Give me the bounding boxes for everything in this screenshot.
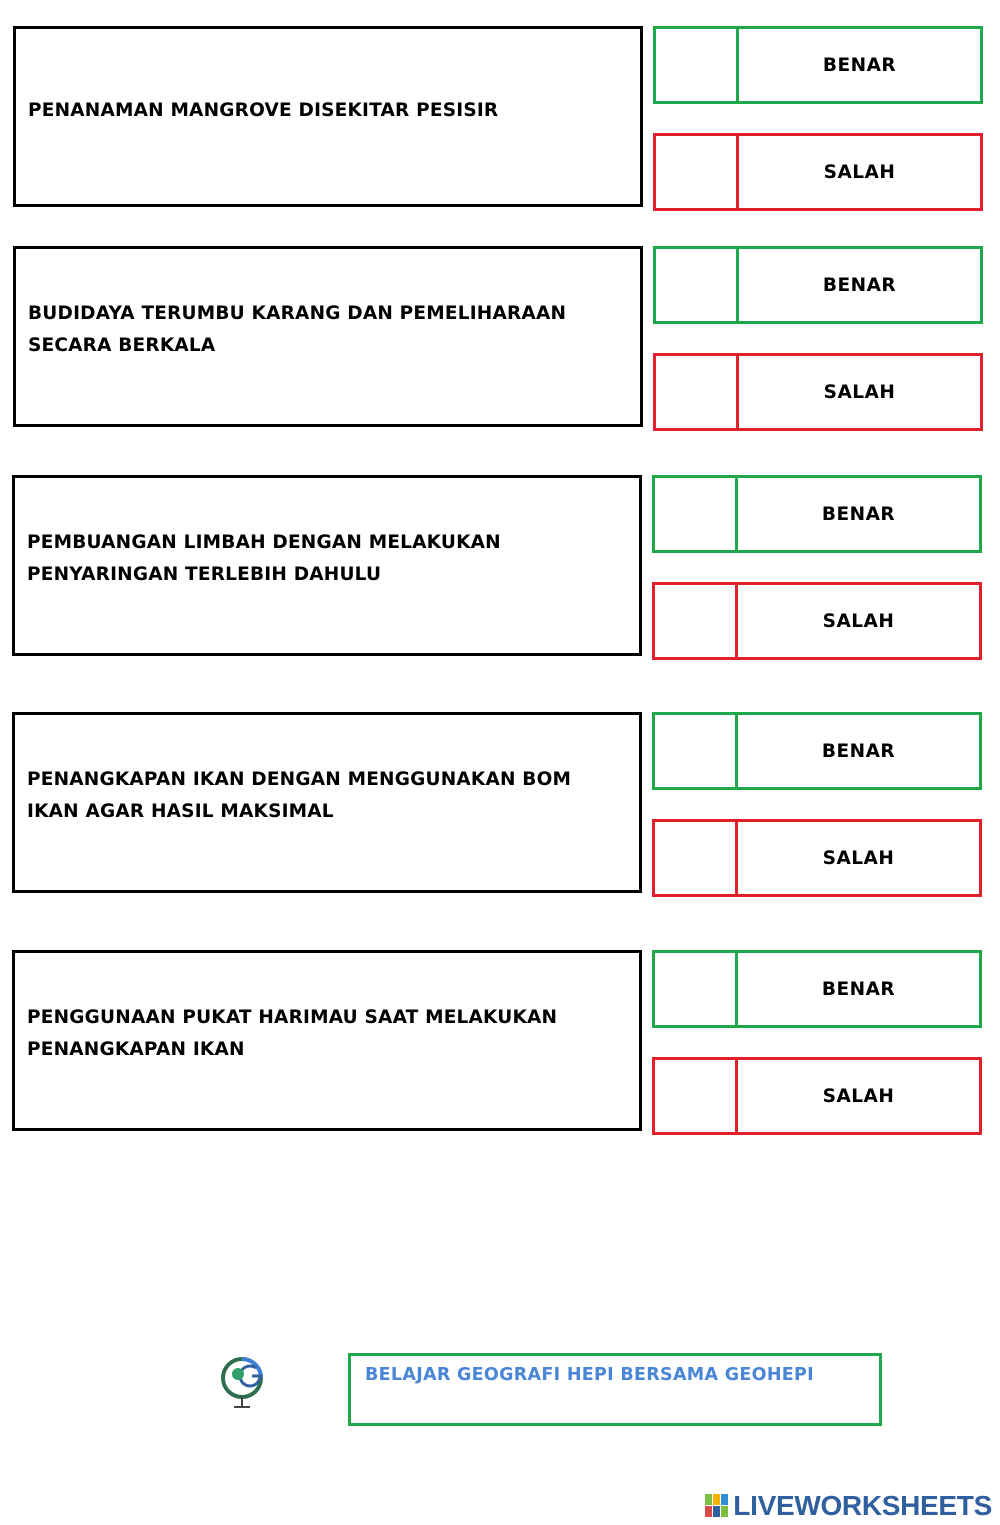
question-text: PENANGKAPAN IKAN DENGAN MENGGUNAKAN BOM IKAN AGAR HASIL MAKSIMAL	[27, 769, 572, 822]
answer-salah-option[interactable]	[652, 582, 982, 660]
answer-label: SALAH	[823, 161, 896, 183]
question-text: PENANAMAN MANGROVE DISEKITAR PESISIR	[28, 100, 499, 121]
answer-checkbox[interactable]	[655, 478, 738, 550]
answer-checkbox[interactable]	[656, 29, 739, 101]
answer-checkbox[interactable]	[656, 356, 739, 428]
liveworksheets-logo	[705, 1490, 992, 1522]
answer-label: SALAH	[822, 610, 895, 632]
answer-benar-option[interactable]	[652, 950, 982, 1028]
answer-label: SALAH	[823, 381, 896, 403]
answer-salah-option[interactable]	[653, 133, 983, 211]
question-text: PEMBUANGAN LIMBAH DENGAN MELAKUKAN PENYARINGAN TERLEBIH DAHULU	[27, 532, 501, 585]
answer-benar-option[interactable]	[652, 475, 982, 553]
answer-checkbox[interactable]	[656, 136, 739, 208]
answer-salah-option[interactable]	[652, 1057, 982, 1135]
live-badge-icon	[705, 1494, 729, 1518]
answer-checkbox[interactable]	[655, 585, 738, 657]
answer-checkbox[interactable]	[655, 1060, 738, 1132]
answer-label: BENAR	[821, 978, 896, 1000]
globe-g-icon	[216, 1354, 268, 1412]
answer-checkbox[interactable]	[655, 822, 738, 894]
footer-text: BELAJAR GEOGRAFI HEPI BERSAMA GEOHEPI	[365, 1365, 814, 1385]
answer-salah-option[interactable]	[653, 353, 983, 431]
answer-salah-option[interactable]	[652, 819, 982, 897]
answer-label: SALAH	[822, 1085, 895, 1107]
answer-label: SALAH	[822, 847, 895, 869]
answer-checkbox[interactable]	[655, 953, 738, 1025]
answer-benar-option[interactable]	[653, 246, 983, 324]
answer-benar-option[interactable]	[652, 712, 982, 790]
question-box	[12, 712, 642, 893]
question-box	[13, 26, 643, 207]
question-text: PENGGUNAAN PUKAT HARIMAU SAAT MELAKUKAN PENANGKAPAN IKAN	[27, 1007, 558, 1060]
answer-checkbox[interactable]	[655, 715, 738, 787]
answer-checkbox[interactable]	[656, 249, 739, 321]
answer-label: BENAR	[822, 274, 897, 296]
answer-label: BENAR	[822, 54, 897, 76]
answer-benar-option[interactable]	[653, 26, 983, 104]
question-text: BUDIDAYA TERUMBU KARANG DAN PEMELIHARAAN SECARA BERKALA	[28, 303, 567, 356]
question-box	[12, 475, 642, 656]
answer-label: BENAR	[821, 740, 896, 762]
answer-label: BENAR	[821, 503, 896, 525]
question-box	[13, 246, 643, 427]
brand-name: LIVEWORKSHEETS	[733, 1490, 992, 1521]
footer-banner	[348, 1353, 882, 1426]
question-box	[12, 950, 642, 1131]
